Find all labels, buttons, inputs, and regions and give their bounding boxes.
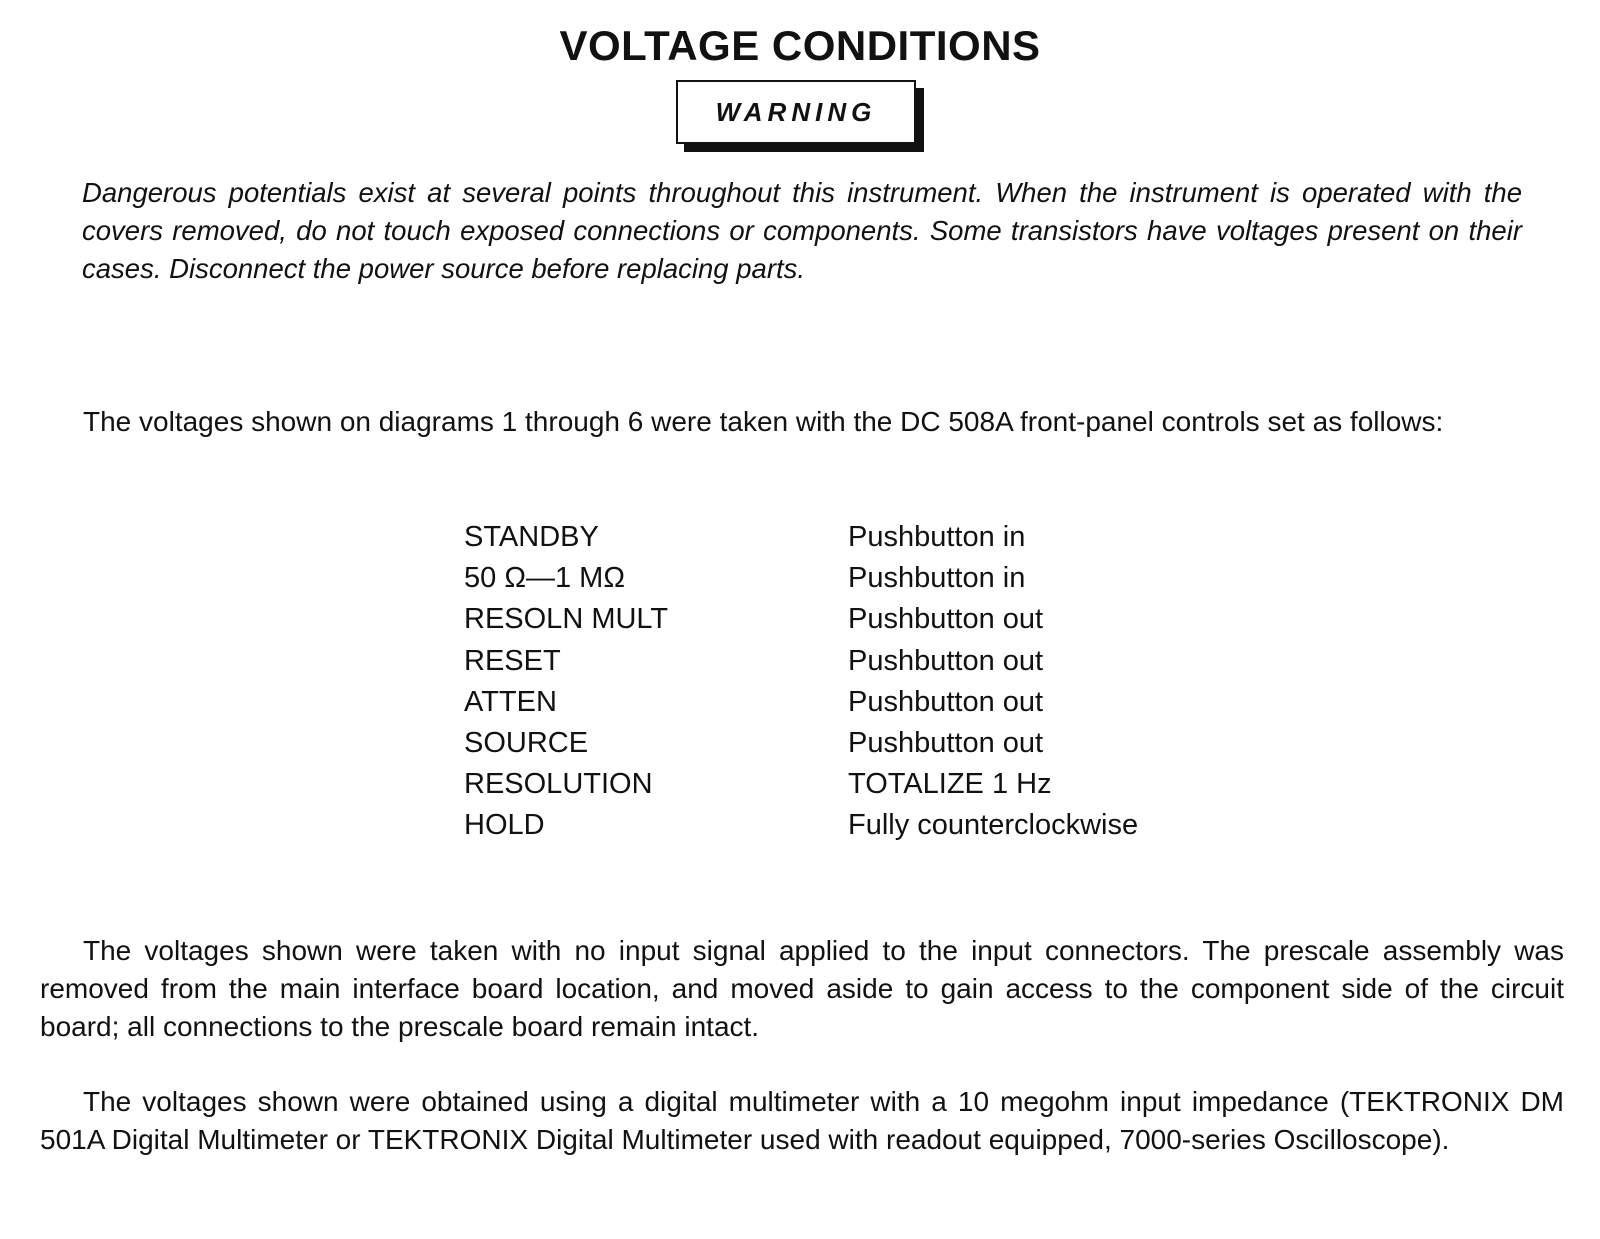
table-row xyxy=(464,723,1244,764)
control-name: 50 Ω—1 MΩ xyxy=(464,562,626,595)
control-name: ATTEN xyxy=(464,685,557,718)
table-row xyxy=(464,641,1244,682)
control-name: RESOLN MULT xyxy=(464,603,669,636)
table-row xyxy=(464,764,1244,805)
control-setting: Pushbutton out xyxy=(848,727,1044,760)
table-row xyxy=(464,599,1244,640)
warning-text: Dangerous potentials exist at several points throughout this instrument. When the instrument is operated with the covers removed, do not touch exposed connections or components. Some transistors have voltages present on their cases. Disconnect the power source before replacing parts. xyxy=(82,177,1522,284)
control-name: RESOLUTION xyxy=(464,768,653,801)
warning-box xyxy=(676,80,916,144)
table-row xyxy=(464,805,1244,846)
intro-paragraph: The voltages shown on diagrams 1 through 6 were taken with the DC 508A front-panel controls set as follows: xyxy=(83,406,1444,437)
control-setting: Pushbutton in xyxy=(848,521,1026,554)
control-setting: Pushbutton in xyxy=(848,562,1026,595)
table-row xyxy=(464,682,1244,723)
table-row xyxy=(464,517,1244,558)
control-name: STANDBY xyxy=(464,521,599,554)
page-title: VOLTAGE CONDITIONS xyxy=(559,22,1041,69)
control-name: RESET xyxy=(464,644,561,677)
control-setting: TOTALIZE 1 Hz xyxy=(848,768,1052,801)
control-settings-table xyxy=(464,517,1244,847)
control-name: SOURCE xyxy=(464,727,589,760)
control-setting: Pushbutton out xyxy=(848,644,1044,677)
control-setting: Pushbutton out xyxy=(848,603,1044,636)
warning-label: WARNING xyxy=(715,96,877,127)
control-setting: Pushbutton out xyxy=(848,685,1044,718)
control-name: HOLD xyxy=(464,809,545,842)
table-row xyxy=(464,558,1244,599)
conditions-paragraph: The voltages shown were taken with no input signal applied to the input connectors. The prescale assembly was removed from the main interface board location, and moved aside to gain access to the component side of the circuit board; all connections to the prescale board remain intact. xyxy=(40,935,1564,1042)
control-setting: Fully counterclockwise xyxy=(848,809,1139,842)
multimeter-paragraph: The voltages shown were obtained using a digital multimeter with a 10 megohm input impedance (TEKTRONIX DM 501A Digital Multimeter or TEKTRONIX Digital Multimeter used with readout equipped, 7000-series Oscilloscope). xyxy=(40,1086,1564,1155)
